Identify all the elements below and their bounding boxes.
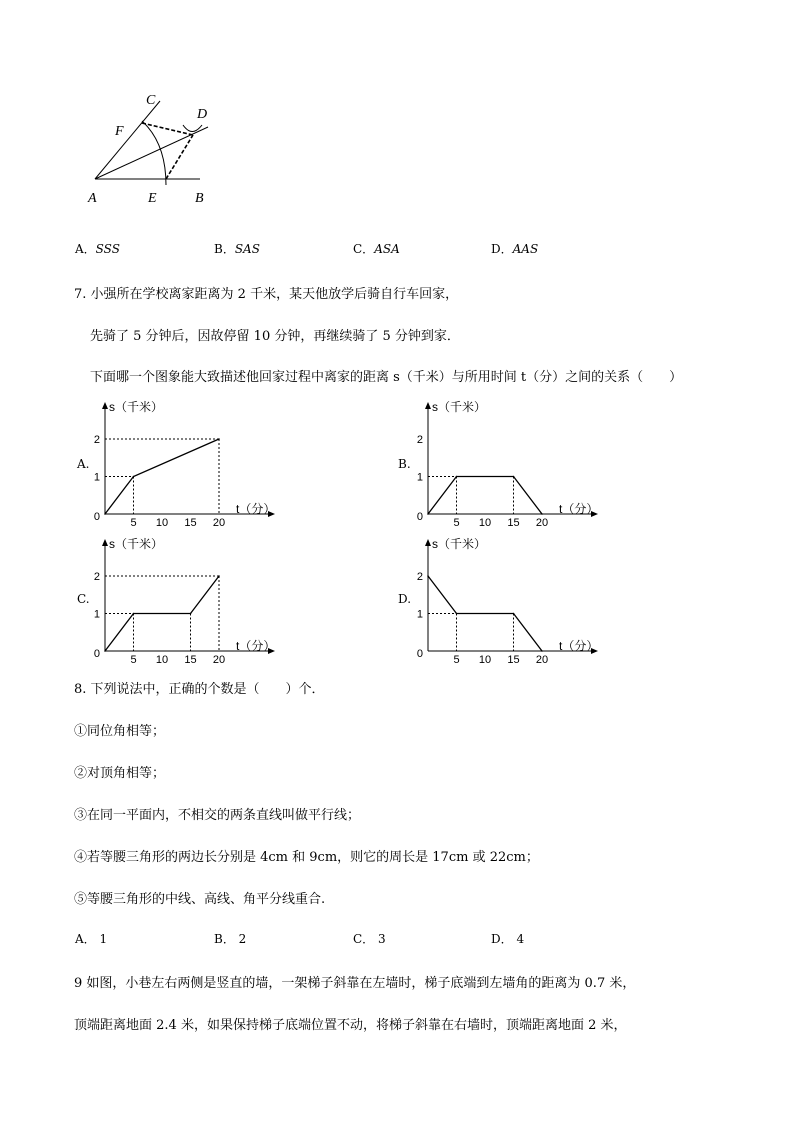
y-axis-label: s（千米）: [432, 537, 487, 551]
q6-option-c[interactable]: C．ASA: [353, 242, 400, 256]
x-tick-label: 15: [184, 517, 197, 529]
data-point: [133, 476, 135, 478]
arc-ef: [142, 121, 166, 185]
x-axis-label: t（分）: [236, 639, 276, 653]
y-tick-label: 2: [93, 571, 100, 583]
q7-line-1: 7. 小强所在学校离家距离为 2 千米，某天他放学后骑自行车回家，: [74, 287, 459, 302]
data-point: [218, 575, 220, 577]
q8-statement-2: ②对顶角相等；: [74, 766, 166, 781]
data-point: [456, 613, 458, 615]
graph-c: [90, 534, 280, 666]
y-tick-label: 2: [93, 434, 100, 446]
data-point: [513, 613, 515, 615]
x-tick-label: 20: [535, 654, 549, 666]
graph-b: [413, 397, 603, 529]
data-point: [427, 575, 429, 577]
ray-ac: [95, 101, 160, 179]
label-e: E: [148, 191, 157, 206]
q7-line-3: 下面哪一个图象能大致描述他回家过程中离家的距离 s（千米）与所用时间 t（分）之间的关系（ ）: [90, 370, 683, 385]
x-tick-label: 20: [535, 517, 549, 529]
graph-d: [413, 534, 603, 666]
x-tick-label: 15: [184, 654, 197, 666]
x-tick-label: 20: [212, 517, 226, 529]
q6-option-b[interactable]: B．SAS: [214, 242, 260, 256]
y-tick-label: 1: [93, 471, 100, 484]
origin-label: 0: [93, 511, 100, 523]
q6-option-d[interactable]: D．AAS: [491, 242, 539, 256]
q8-option-d[interactable]: D． 4: [491, 932, 525, 946]
data-point: [133, 613, 135, 615]
q8-statement-1: ①同位角相等；: [74, 724, 166, 739]
data-point: [104, 513, 106, 515]
q8-option-b[interactable]: B． 2: [214, 932, 247, 946]
y-axis-label: s（千米）: [109, 537, 164, 551]
q9-line-1: 9 如图，小巷左右两侧是竖直的墙，一架梯子斜靠在左墙时，梯子底端到左墙角的距离为 0.7 米，: [74, 976, 636, 991]
origin-label: 0: [416, 648, 423, 660]
q8-stem: 8. 下列说法中，正确的个数是（ ）个．: [74, 682, 325, 697]
label-f: F: [115, 124, 124, 139]
label-a: A: [88, 191, 97, 206]
data-point: [541, 650, 543, 652]
data-point: [218, 438, 220, 440]
q8-option-a[interactable]: A． 1: [75, 932, 108, 946]
graph-letter-a[interactable]: A.: [77, 457, 90, 471]
x-tick-label: 10: [478, 654, 492, 666]
y-axis-arrow: [102, 539, 108, 546]
y-axis-arrow: [425, 402, 431, 409]
origin-label: 0: [416, 511, 423, 523]
data-point: [513, 476, 515, 478]
data-point: [427, 513, 429, 515]
x-tick-label: 10: [478, 517, 492, 529]
data-point: [190, 613, 192, 615]
q8-statement-3: ③在同一平面内，不相交的两条直线叫做平行线；: [74, 808, 361, 823]
data-point: [456, 476, 458, 478]
x-tick-label: 10: [155, 654, 169, 666]
y-tick-label: 1: [93, 608, 100, 621]
x-tick-label: 5: [130, 517, 137, 529]
x-tick-label: 5: [453, 654, 460, 666]
y-tick-label: 2: [416, 571, 423, 583]
y-tick-label: 2: [416, 434, 423, 446]
label-c: C: [146, 93, 156, 108]
distance-time-line: [428, 477, 542, 515]
q6-option-a[interactable]: A．SSS: [75, 242, 120, 256]
label-d: D: [197, 107, 208, 122]
q8-statement-5: ⑤等腰三角形的中线、高线、角平分线重合.: [74, 892, 326, 907]
y-tick-label: 1: [416, 608, 423, 621]
q7-line-2: 先骑了 5 分钟后，因故停留 10 分钟，再继续骑了 5 分钟到家．: [90, 329, 460, 344]
x-axis-label: t（分）: [559, 502, 599, 516]
data-point: [541, 513, 543, 515]
q8-statement-4: ④若等腰三角形的两边长分别是 4cm 和 9cm，则它的周长是 17cm 或 22cm；: [74, 850, 539, 865]
y-tick-label: 1: [416, 471, 423, 484]
q8-option-c[interactable]: C． 3: [353, 932, 386, 946]
dashed-ed: [166, 135, 193, 179]
q9-line-2: 顶端距离地面 2.4 米，如果保持梯子底端位置不动，将梯子斜靠在右墙时，顶端距离地面 2 米，: [74, 1018, 627, 1033]
angle-construction-figure: [80, 85, 230, 210]
graph-letter-b[interactable]: B.: [398, 457, 411, 471]
graph-letter-c[interactable]: C.: [77, 592, 90, 606]
graph-letter-d[interactable]: D.: [398, 592, 412, 606]
y-axis-label: s（千米）: [432, 400, 487, 414]
x-tick-label: 5: [130, 654, 137, 666]
x-tick-label: 10: [155, 517, 169, 529]
y-axis-arrow: [425, 539, 431, 546]
x-axis-label: t（分）: [559, 639, 599, 653]
x-tick-label: 5: [453, 517, 460, 529]
origin-label: 0: [93, 648, 100, 660]
y-axis-label: s（千米）: [109, 400, 164, 414]
y-axis-arrow: [102, 402, 108, 409]
graph-a: [90, 397, 280, 529]
data-point: [104, 650, 106, 652]
label-b: B: [195, 191, 204, 206]
x-tick-label: 15: [507, 654, 520, 666]
x-tick-label: 20: [212, 654, 226, 666]
x-tick-label: 15: [507, 517, 520, 529]
x-axis-label: t（分）: [236, 502, 276, 516]
